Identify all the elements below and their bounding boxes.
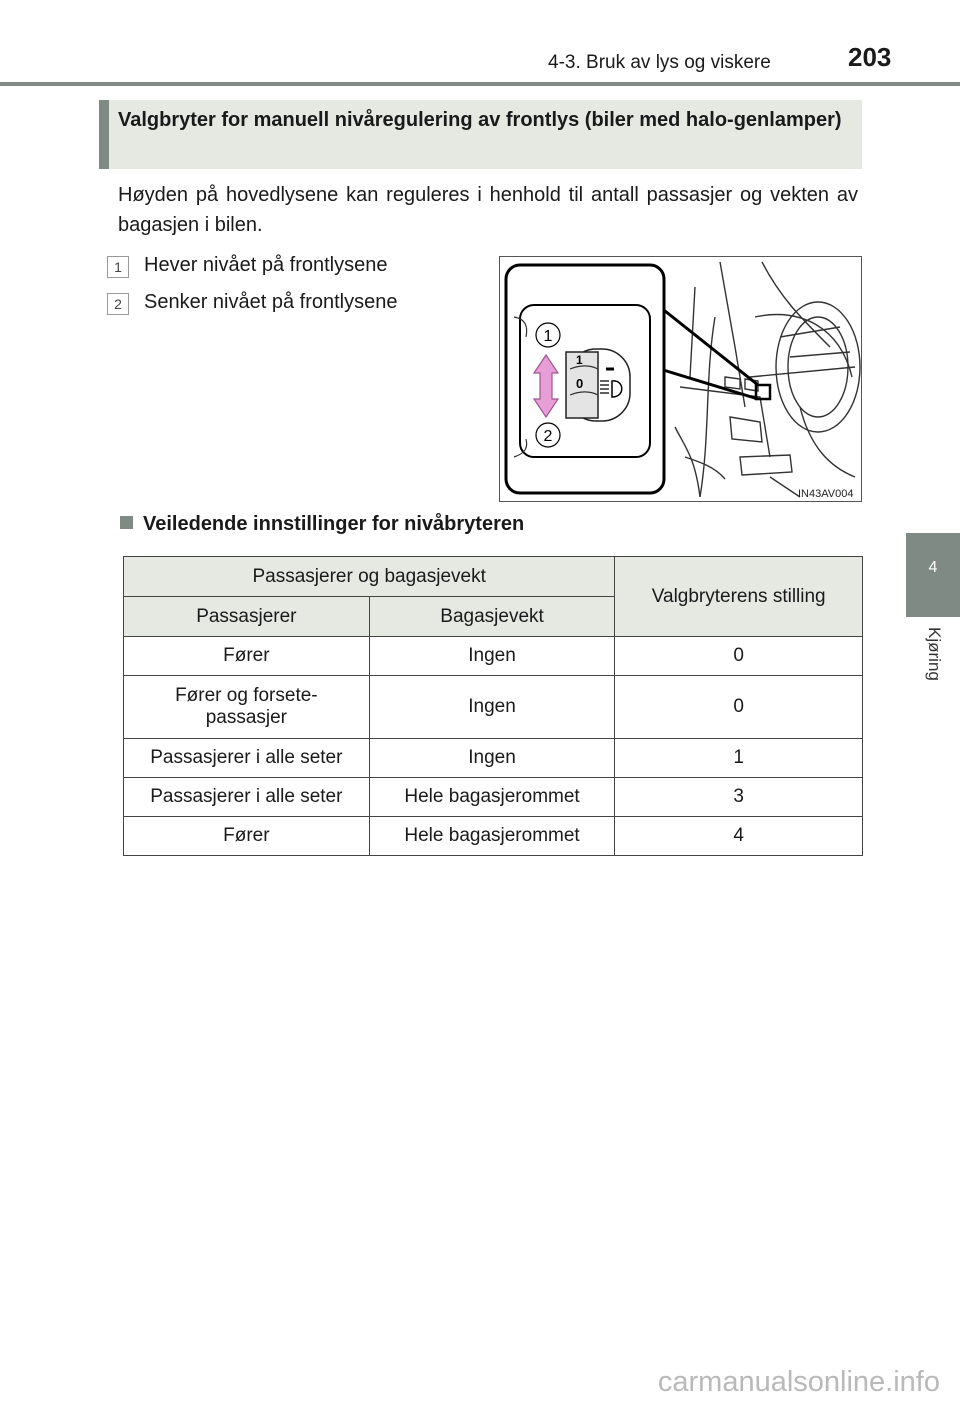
header-rule [0, 82, 960, 86]
running-header-section: 4-3. Bruk av lys og viskere [548, 52, 771, 73]
cell-position: 3 [615, 778, 863, 817]
chapter-tab[interactable] [906, 533, 960, 617]
callout-1: 1 [543, 328, 553, 345]
subheading [120, 513, 524, 536]
chapter-label: Kjøring [925, 627, 944, 681]
dial-mark-lower: 0 [576, 376, 584, 391]
callout-2: 2 [543, 428, 553, 445]
figure-illustration [500, 257, 861, 501]
item-number-badge: 1 [107, 256, 129, 278]
intro-paragraph: Høyden på hovedlysene kan reguleres i henhold til antall passasjer og vekten av bagasjen i bilen. [118, 184, 858, 236]
cell-luggage: Hele bagasjerommet [369, 817, 615, 856]
page-number: 203 [848, 42, 892, 72]
cell-passengers: Fører og forsete-passasjer [124, 676, 370, 739]
cell-position: 1 [615, 739, 863, 778]
subheading-text: Veiledende innstillinger for nivåbryteren [143, 513, 525, 535]
section-title: Valgbryter for manuell nivåregulering av frontlys (biler med halo-genlamper) [118, 109, 842, 131]
cell-luggage: Ingen [369, 739, 615, 778]
table-row [124, 817, 863, 856]
table-row [124, 676, 863, 739]
cell-position: 0 [615, 676, 863, 739]
table-row [124, 778, 863, 817]
dial-mark-upper: 1 [576, 353, 583, 367]
cell-passengers: Passasjerer i alle seter [124, 778, 370, 817]
cell-passengers: Passasjerer i alle seter [124, 739, 370, 778]
table-row [124, 739, 863, 778]
table-row [124, 637, 863, 676]
header-passengers: Passasjerer [124, 597, 370, 637]
cell-luggage: Ingen [369, 676, 615, 739]
cell-position: 4 [615, 817, 863, 856]
watermark: carmanualsonline.info [657, 1366, 940, 1398]
cell-passengers: Fører [124, 817, 370, 856]
item-text: Hever nivået på frontlysene [144, 254, 388, 276]
figure-code: IN43AV004 [798, 488, 854, 500]
header-luggage: Bagasjevekt [369, 597, 615, 637]
item-text: Senker nivået på frontlysene [144, 291, 398, 313]
item-number-badge: 2 [107, 293, 129, 315]
table-header-row [124, 557, 863, 597]
header-group: Passasjerer og bagasjevekt [124, 557, 615, 597]
square-bullet-icon [120, 516, 133, 529]
cell-position: 0 [615, 637, 863, 676]
cell-luggage: Hele bagasjerommet [369, 778, 615, 817]
headlight-switch-figure [499, 256, 862, 502]
settings-table [123, 556, 863, 856]
header-position: Valgbryterens stilling [615, 557, 863, 637]
cell-luggage: Ingen [369, 637, 615, 676]
cell-passengers: Fører [124, 637, 370, 676]
chapter-label-container [906, 627, 960, 707]
chapter-number: 4 [928, 559, 938, 576]
section-title-box [99, 100, 862, 169]
